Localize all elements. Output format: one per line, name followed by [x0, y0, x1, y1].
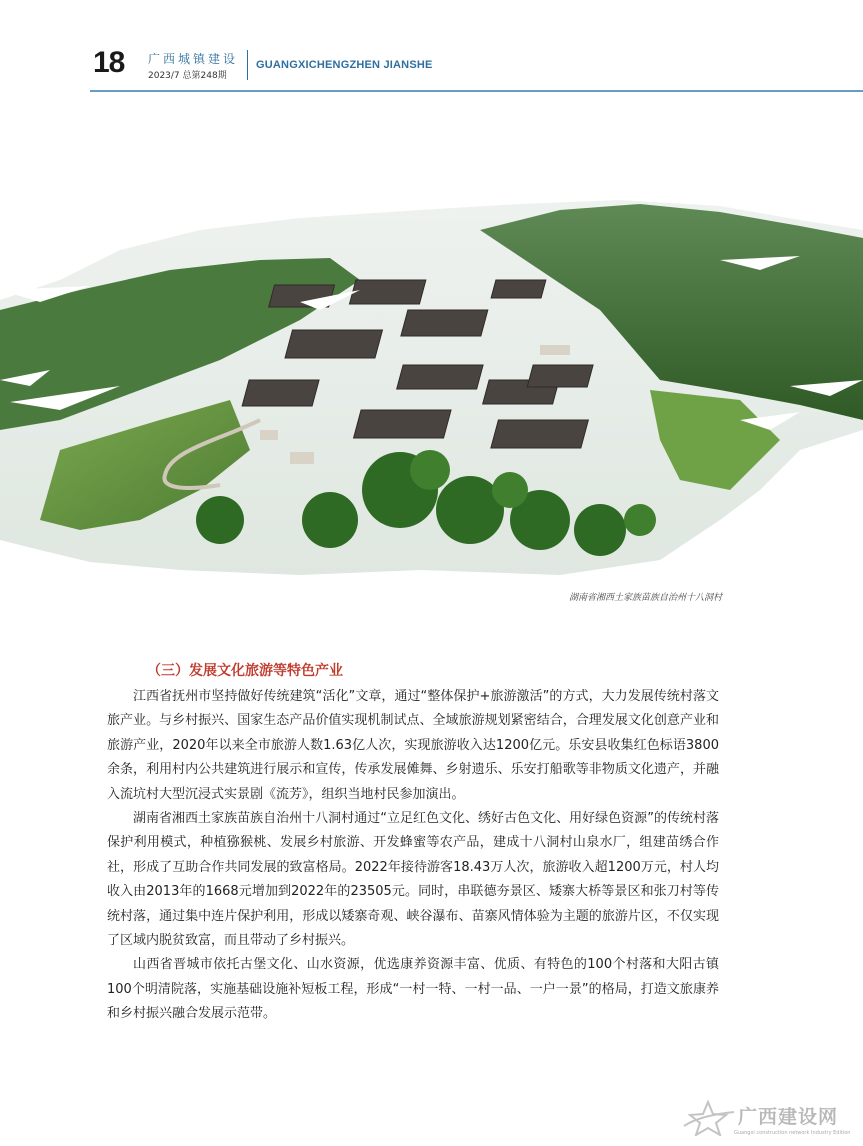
paragraph-shanxi: 山西省晋城市依托古堡文化、山水资源，优选康养资源丰富、优质、有特色的100个村落和大阳古镇100个明清院落，实施基础设施补短板工程，形成“一村一特、一村一品、一户一景”的格局，打造文旅康养和乡村振兴融合发展示范带。 [107, 957, 719, 1022]
page-number: 18 [93, 46, 125, 79]
magazine-title-en: GUANGXICHENGZHEN JIANSHE [256, 59, 433, 71]
village-aerial-photo [0, 190, 863, 590]
photo-caption: 湖南省湘西土家族苗族自治州十八洞村 [568, 593, 722, 603]
site-logo [680, 1096, 860, 1141]
paragraph-jiangxi: 江西省抚州市坚持做好传统建筑“活化”文章，通过“整体保护+旅游激活”的方式，大力发展传统村落文旅产业。与乡村振兴、国家生态产品价值实现机制试点、全域旅游规划紧密结合，合理发展文化创意产业和旅游产业，2020年以来全市旅游人数1.63亿人次，实现旅游收入达1200亿元。乐安县收集红色标语3800余条，利用村内公共建筑进行展示和宣传，传承发展傩舞、乡射遗乐、乐安打船歌等非物质文化遗产，并融入流坑村大型沉浸式实景剧《流芳》，组织当地村民参加演出。 [107, 689, 719, 802]
page-header [0, 0, 863, 95]
logo-subtext: Guangxi construction network Industry Edition [734, 1130, 851, 1136]
section-heading: （三）发展文化旅游等特色产业 [147, 663, 343, 679]
paragraph-hunan: 湖南省湘西土家族苗族自治州十八洞村通过“立足红色文化、绣好古色文化、用好绿色资源”的传统村落保护利用模式，种植猕猴桃、发展乡村旅游、开发蜂蜜等农产品，建成十八洞村山泉水厂，组建苗绣合作社，形成了互助合作共同发展的致富格局。2022年接待游客18.43万人次，旅游收入超1200万元，村人均收入由2013年的1668元增加到2022年的23505元。同时，串联德夯景区、矮寨大桥等景区和张刀村等传统村落，通过集中连片保护利用，形成以矮寨奇观、峡谷瀑布、苗寨风情体验为主题的旅游片区，不仅实现了区域内脱贫致富，而且带动了乡村振兴。 [107, 811, 719, 949]
magazine-title-cn: 广西城镇建设 [148, 52, 239, 66]
issue-info: 2023/7 总第248期 [148, 71, 227, 81]
header-rule [90, 90, 863, 92]
header-divider [247, 50, 248, 80]
star-logo-icon [680, 1096, 736, 1136]
logo-text: 广西建设网 [738, 1106, 839, 1128]
article-body [107, 685, 719, 1027]
